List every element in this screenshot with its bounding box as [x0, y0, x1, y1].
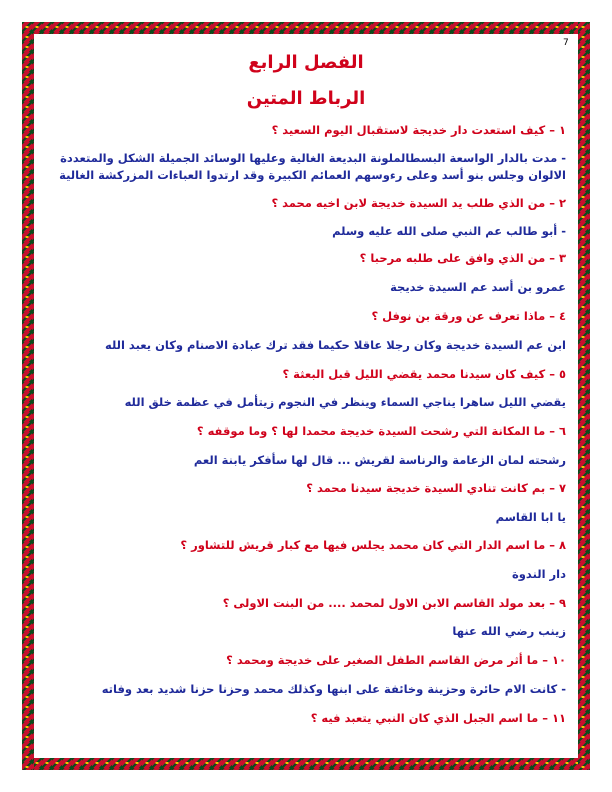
question-1: ١ – كيف استعدت دار خديجة لاستقبال اليوم السعيد ؟ [271, 123, 566, 137]
answer-2: - أبو طالب عم النبي صلى الله عليه وسلم [332, 224, 566, 238]
question-5: ٥ – كيف كان سيدنا محمد يقضي الليل قبل البعثة ؟ [282, 367, 566, 381]
answer-5: يقضي الليل ساهرا يناجي السماء وينظر في النجوم زيتأمل في عظمة خلق الله [124, 395, 566, 409]
chapter-title: الفصل الرابع [248, 52, 364, 73]
question-3: ٣ – من الذي وافق على طلبه مرحبا ؟ [359, 251, 566, 265]
answer-4: ابن عم السيدة خديجة وكان رجلا عاقلا حكيما فقد ترك عبادة الاصنام وكان يعبد الله [105, 338, 566, 352]
answer-1: - مدت بالدار الواسعة البسطالملونة البديعة الغالية وعليها الوسائد الجميلة الشكل والمتعددة الالوان وجلس بنو أسد وعلى رءوسهم العمائم الكبيرة وقد ارتدوا العباءات المزركشة الغالية [59, 151, 566, 182]
decorative-border-top [22, 22, 590, 34]
answer-7: يا ابا القاسم [495, 510, 566, 524]
question-4: ٤ – ماذا تعرف عن ورقة بن نوفل ؟ [371, 309, 566, 323]
question-11: ١١ – ما اسم الجبل الذي كان النبي يتعبد فيه ؟ [310, 711, 566, 725]
decorative-border-right [578, 22, 590, 770]
question-6: ٦ – ما المكانة التي رشحت السيدة خديجة محمدا لها ؟ وما موقفه ؟ [196, 424, 566, 438]
worksheet-content [40, 40, 572, 752]
question-10: ١٠ – ما أثر مرض القاسم الطفل الصغير على خديجة ومحمد ؟ [226, 653, 566, 667]
answer-3: عمرو بن أسد عم السيدة خديجة [390, 280, 566, 294]
answer-8: دار الندوة [511, 567, 566, 581]
question-2: ٢ – من الذي طلب يد السيدة خديجة لابن اخيه محمد ؟ [271, 196, 566, 210]
decorative-border-bottom [22, 758, 590, 770]
question-8: ٨ – ما اسم الدار التي كان محمد يجلس فيها مع كبار قريش للتشاور ؟ [180, 538, 566, 552]
decorative-border-left [22, 22, 34, 770]
answer-6: رشحته لمان الزعامة والرناسة لقريش ... قال لها سأفكر يابنة العم [193, 453, 566, 467]
question-9: ٩ – بعد مولد القاسم الابن الاول لمحمد .... من البنت الاولى ؟ [222, 596, 566, 610]
answer-10: - كانت الام حائرة وحزينة وخائفة على ابنها وكذلك محمد وحزنا حزنا شديد بعد وفاته [101, 682, 566, 696]
page-number: 7 [563, 38, 569, 48]
question-7: ٧ – بم كانت تنادي السيدة خديجة سيدنا محمد ؟ [306, 481, 566, 495]
section-title: الرباط المتين [246, 88, 366, 109]
answer-9: زينب رضي الله عنها [452, 624, 566, 638]
